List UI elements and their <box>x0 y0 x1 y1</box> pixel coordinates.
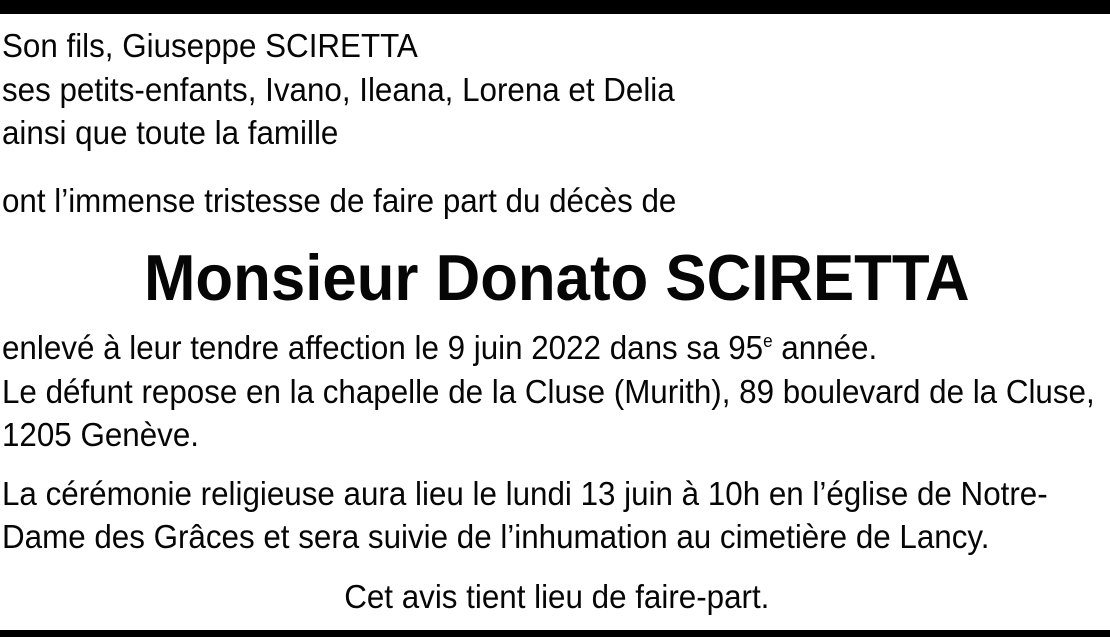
closing-statement: Cet avis tient lieu de faire-part. <box>344 577 770 615</box>
bottom-rule <box>0 630 1110 637</box>
family-line-son: Son fils, Giuseppe SCIRETTA <box>2 27 418 64</box>
death-date-text: enlevé à leur tendre affection le 9 juin 2022 dans sa 95 <box>2 329 764 366</box>
family-line-grandchildren: ses petits-enfants, Ivano, Ileana, Lorena et Delia <box>2 70 675 108</box>
announcement-line: ont l’immense tristesse de faire part du décès de <box>2 181 677 219</box>
ceremony-line-church: La cérémonie religieuse aura lieu le lundi 13 juin à 10h en l’église de Notre- <box>2 474 1048 512</box>
top-rule <box>0 0 1110 14</box>
deceased-name-heading: Monsieur Donato SCIRETTA <box>143 241 970 314</box>
repose-line-chapel: Le défunt repose en la chapelle de la Cluse (Murith), 89 boulevard de la Cluse, <box>2 372 1095 410</box>
notice-content <box>2 14 1110 618</box>
death-details-paragraph <box>2 326 1110 457</box>
announcement-paragraph <box>2 179 1110 223</box>
ordinal-superscript: e <box>763 331 773 351</box>
repose-line-city: 1205 Genève. <box>2 416 199 453</box>
death-date-line <box>2 326 1110 370</box>
death-date-suffix: année. <box>772 329 878 366</box>
ceremony-line-burial: Dame des Grâces et sera suivie de l’inhumation au cimetière de Lancy. <box>2 518 990 555</box>
family-names-paragraph <box>2 24 1110 155</box>
family-line-whole-family: ainsi que toute la famille <box>2 114 339 151</box>
ceremony-paragraph <box>2 472 1110 559</box>
